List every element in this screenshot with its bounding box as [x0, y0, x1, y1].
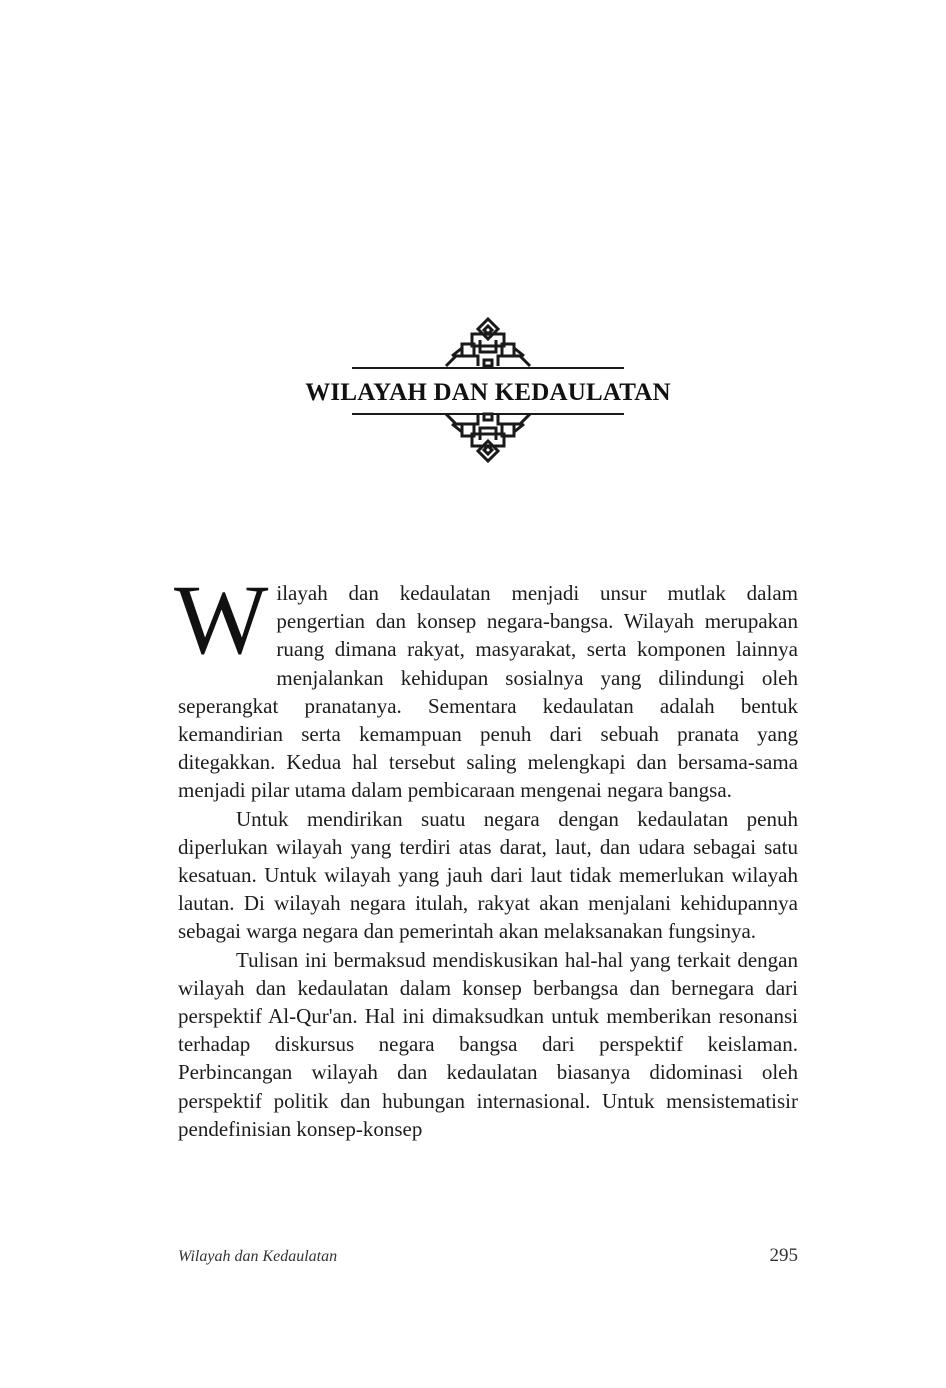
ornament-bottom-icon	[442, 412, 534, 464]
paragraph-1	[174, 564, 798, 805]
page-number: 295	[769, 1245, 798, 1266]
drop-cap: W	[174, 564, 269, 675]
paragraph-1-text: ilayah dan kedaulatan menjadi unsur mutlak dalam pengertian dan konsep negara-bangsa. Wilayah merupakan ruang dimana rakyat, masyarakat, serta komponen lainnya menjalankan kehidupan sosialnya yang dilindungi oleh seperangkat pranatanya. Sementara kedaulatan adalah bentuk kemandirian serta kemampuan penuh dari sebuah pranata yang ditegakkan. Kedua hal tersebut saling melengkapi dan bersama-sama menjadi pilar utama dalam pembicaraan mengenai negara bangsa.	[178, 581, 798, 803]
paragraph-3: Tulisan ini bermaksud mendiskusikan hal-hal yang terkait dengan wilayah dan kedaulatan dalam konsep berbangsa dan bernegara dari perspektif Al-Qur'an. Hal ini dimaksudkan untuk memberikan resonansi terhadap diskursus negara bangsa dari perspektif keislaman. Perbincangan wilayah dan kedaulatan biasanya didominasi oleh perspektif politik dan hubungan internasional. Untuk mensistematisir pendefinisian konsep-konsep	[178, 947, 798, 1141]
paragraph-2: Untuk mendirikan suatu negara dengan kedaulatan penuh diperlukan wilayah yang terdiri atas darat, laut, dan udara sebagai satu kesatuan. Untuk wilayah yang jauh dari laut tidak memerlukan wilayah lautan. Di wilayah negara itulah, rakyat akan menjalani kehidupannya sebagai warga negara dan pemerintah akan melaksanakan fungsinya.	[178, 806, 798, 944]
chapter-title: WILAYAH DAN KEDAULATAN	[305, 379, 671, 406]
body-text	[174, 564, 798, 1143]
running-footer-title: Wilayah dan Kedaulatan	[178, 1248, 338, 1265]
ornament-top-icon	[442, 316, 534, 368]
title-rule-top	[352, 367, 624, 369]
